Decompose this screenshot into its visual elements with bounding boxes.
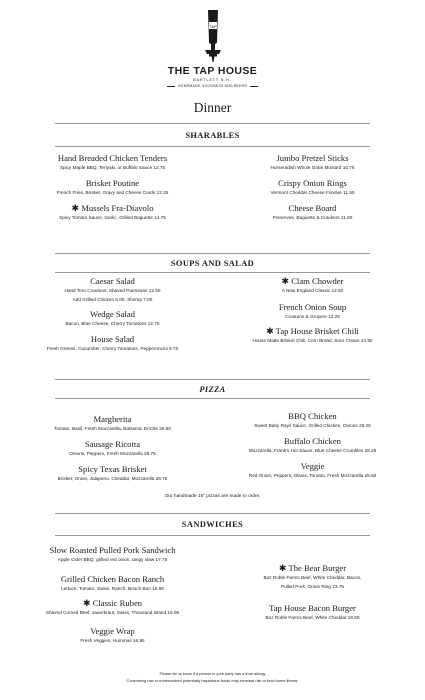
svg-text:TAP: TAP	[208, 23, 217, 29]
item-description: Vermont Cheddar Cheese Fondue 11.50	[270, 190, 355, 195]
divider	[55, 398, 370, 399]
menu-item	[220, 153, 405, 173]
menu-item	[20, 574, 205, 594]
item-description: Spicy Maple BBQ, Teriyaki, or Buffalo Sauce 12.75	[59, 165, 166, 170]
item-name: Jumbo Pretzel Sticks	[276, 153, 349, 163]
divider	[55, 123, 370, 124]
chef-special-star-icon: ✱	[71, 203, 80, 213]
item-name: Mussels Fra-Diavolo	[81, 203, 154, 213]
divider	[55, 513, 370, 514]
item-description: Hand Torn Croutons, Shaved Parmesan 12.50	[64, 288, 161, 293]
item-description: Mozzarella, Frank's Hot Sauce, Blue Cheese Crumbles 28.25	[248, 448, 377, 453]
chef-special-star-icon: ✱	[278, 563, 287, 573]
item-description: A New England Classic 12.50	[281, 288, 344, 293]
brand-name: THE TAP HOUSE	[167, 65, 258, 77]
item-description: Red Onion, Peppers, Olives, Tomato, Fresh Mozzarella 25.50	[248, 473, 377, 478]
allergy-notice: Please let us know if a person in your party has a food allergy	[159, 671, 266, 676]
item-name: Slow Roasted Pulled Pork Sandwich	[49, 545, 176, 555]
item-name: Wedge Salad	[90, 309, 135, 319]
menu-item	[20, 178, 205, 198]
item-description: Fresh Greens, Cucumber, Cherry Tomatoes, Pepperoncini 9.75	[46, 346, 179, 351]
divider	[55, 253, 370, 254]
item-name: Sausage Ricotta	[84, 439, 141, 449]
brand-tagline: HOMEMADE GOODNESS AND BEERS	[178, 84, 247, 88]
menu-item	[220, 276, 405, 296]
menu-item	[220, 326, 405, 346]
menu-item	[220, 302, 405, 322]
item-description: Add Grilled Chicken 6.00, Shrimp 7.00	[72, 296, 153, 302]
menu-item	[20, 626, 205, 646]
item-description: Pulled Pork, Onion Ring 23.75	[280, 583, 345, 589]
menu-item	[20, 334, 205, 354]
item-description: Sweet Baby Rays Sauce, Grilled Chicken, Onions 28.25	[254, 423, 371, 428]
item-description: Shaved Corned Beef, sauerkraut, Swiss, Thousand Island 16.95	[45, 610, 180, 615]
beer-tap-handle-icon	[202, 8, 224, 63]
item-description: Onions, Peppers, Fresh Mozzarella 28.75	[69, 451, 156, 456]
divider	[55, 535, 370, 536]
brand-location: BARTLETT N.H.	[193, 78, 232, 82]
item-name: Veggie	[300, 461, 325, 471]
logo	[0, 8, 425, 88]
menu-item	[20, 598, 205, 618]
item-description: Spicy Tomato Sauce, Garlic, Grilled Baguette 14.75	[59, 215, 166, 220]
item-name: Tap House Bacon Burger	[269, 603, 356, 613]
menu-item	[20, 153, 205, 173]
item-description: Apple Cider BBQ, grilled red onion, tangy slaw 17.75	[57, 557, 168, 562]
divider	[250, 86, 258, 87]
item-name: Brisket Poutine	[85, 178, 140, 188]
divider	[55, 146, 370, 147]
chef-special-star-icon: ✱	[82, 598, 91, 608]
section-heading-pizza: PIZZA	[199, 385, 226, 394]
item-description: House Made Brisket Chili, Corn Bread, Sour Cream 14.50	[252, 338, 373, 343]
item-name: Clam Chowder	[291, 276, 344, 286]
item-description: Horseradish Whole Grain Mustard 10.75	[270, 165, 355, 170]
menu-item	[20, 203, 205, 223]
item-name: The Bear Burger	[288, 563, 347, 573]
menu-item	[220, 461, 405, 481]
item-description: Croutons & Gruyere 12.25	[285, 314, 340, 319]
item-description: Preserves, Baguette & Crackers 11.50	[272, 215, 353, 220]
item-name: Cheese Board	[288, 203, 337, 213]
menu-item	[220, 411, 405, 431]
menu-item	[20, 464, 205, 484]
menu-item	[20, 414, 205, 434]
item-description: Lettuce, Tomato, Swiss, Ranch, Brioch Bun 16.95	[61, 586, 164, 591]
chef-special-star-icon: ✱	[266, 326, 274, 336]
divider	[55, 379, 370, 380]
item-description: Fresh Veggies, Hummus 16.95	[80, 638, 145, 643]
item-name: House Salad	[90, 334, 135, 344]
menu-item	[220, 563, 405, 591]
item-name: Veggie Wrap	[90, 626, 135, 636]
item-description: French Fries, Brisket, Gravy and Cheese Curds 12.25	[56, 190, 169, 195]
page-title: Dinner	[193, 100, 232, 115]
item-name: Margherita	[93, 414, 132, 424]
section-heading-soups-and-salad: SOUPS AND SALAD	[170, 259, 255, 268]
section-heading-sharables: SHARABLES	[185, 131, 240, 140]
menu-item	[220, 436, 405, 456]
item-name: Caesar Salad	[90, 276, 135, 286]
food-safety-notice: Consuming raw or undercooked potentially hazardous foods may increase risk of food borne illness.	[126, 678, 299, 683]
item-name: Classic Ruben	[92, 598, 143, 608]
item-name: Hand Breaded Chicken Tenders	[57, 153, 168, 163]
menu-item	[20, 545, 205, 565]
item-name: Spicy Texas Brisket	[78, 464, 147, 474]
menu-item	[20, 439, 205, 459]
item-name: Tap House Brisket Chili	[275, 326, 359, 336]
item-name: Crispy Onion Rings	[278, 178, 347, 188]
item-description: Bacon, Blue Cheese, Cherry Tomatoes 12.75	[65, 321, 160, 326]
item-description: Tomato, Basil, Fresh Mozzarella, Balsamic Drizzle 26.50	[54, 426, 171, 431]
item-name: Buffalo Chicken	[284, 436, 341, 446]
item-description: Boz Roble Farms Beef, White Cheddar 19.50	[265, 615, 360, 620]
item-description: Brisket, Onion, Jalapeno, Cheddar, Mozzarella 28.75	[57, 476, 168, 481]
divider	[167, 86, 175, 87]
item-name: Grilled Chicken Bacon Ranch	[60, 574, 165, 584]
chef-special-star-icon: ✱	[281, 276, 290, 286]
section-heading-sandwiches: SANDWICHES	[181, 520, 244, 529]
pizza-note: Our handmade 16" pizzas are made to order.	[164, 494, 261, 499]
item-name: French Onion Soup	[278, 302, 347, 312]
menu-item	[220, 203, 405, 223]
item-description: Boz Roble Farms Beef, White Cheddar, Bacon,	[263, 575, 362, 580]
menu-item	[220, 603, 405, 623]
menu-item	[20, 309, 205, 329]
menu-item	[20, 276, 205, 304]
divider	[55, 272, 370, 273]
menu-item	[220, 178, 405, 198]
item-name: BBQ Chicken	[288, 411, 337, 421]
